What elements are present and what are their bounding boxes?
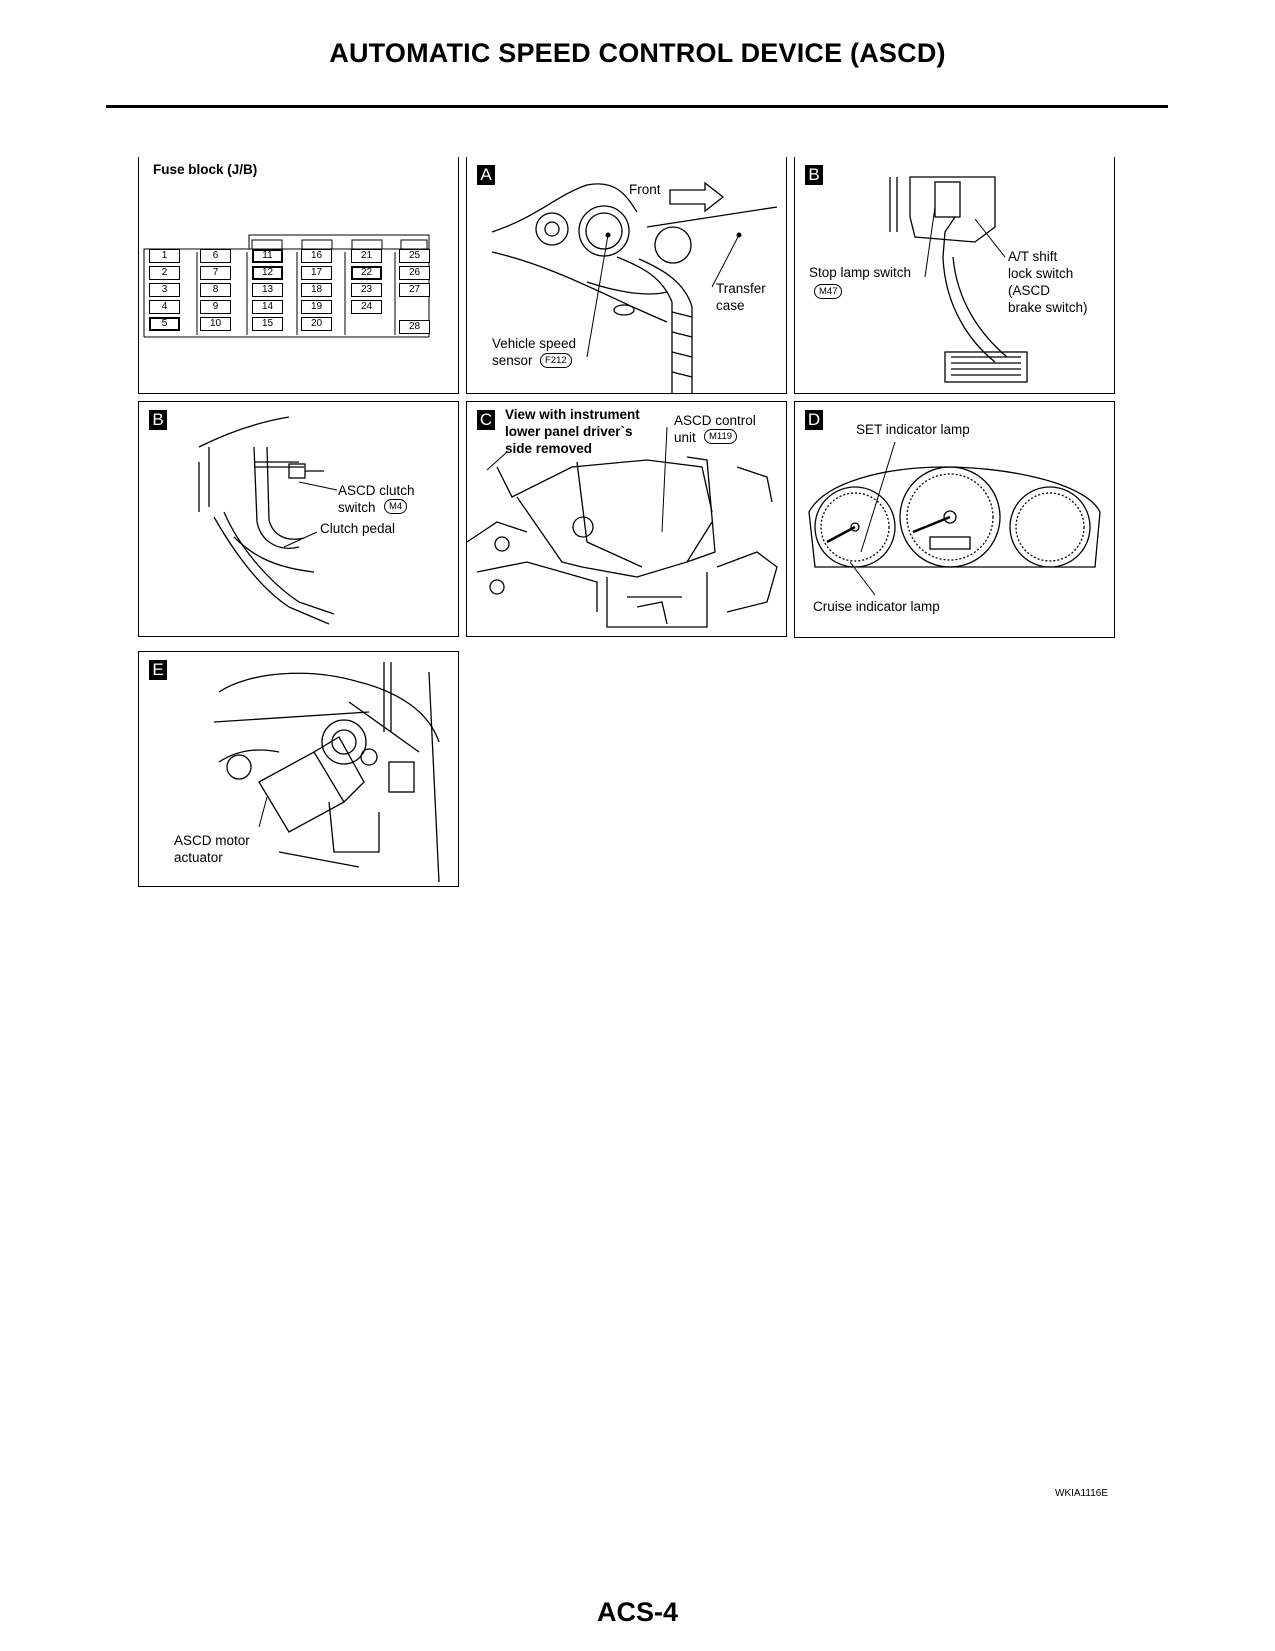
panel-b-letter: B <box>805 165 823 185</box>
set-indicator-lamp-label: SET indicator lamp <box>856 422 970 437</box>
fuse-block-title: Fuse block (J/B) <box>153 162 258 177</box>
panel-d <box>794 401 1115 638</box>
at-shift-lock-switch-label: A/T shift lock switch (ASCD brake switch) <box>1008 249 1088 315</box>
panel-b-clutch <box>138 401 459 637</box>
fuse-27: 27 <box>399 283 430 297</box>
clutch-switch-connector-tag: M4 <box>384 499 407 514</box>
ascd-motor-actuator-label: ASCD motor actuator <box>174 833 250 865</box>
ascd-control-unit-label: ASCD control unit <box>674 413 756 445</box>
fuse-8: 8 <box>200 283 231 297</box>
transfer-case-label: Transfer case <box>716 281 766 313</box>
fuse-20: 20 <box>301 317 332 331</box>
cruise-indicator-lamp-label: Cruise indicator lamp <box>813 599 940 614</box>
stop-lamp-connector-tag: M47 <box>814 284 842 299</box>
clutch-pedal-label: Clutch pedal <box>320 521 396 536</box>
panel-d-letter: D <box>805 410 823 430</box>
vehicle-speed-sensor-text: Vehicle speed sensor <box>492 336 577 368</box>
fuse-16: 16 <box>301 249 332 263</box>
panel-c <box>466 401 787 637</box>
fuse-28: 28 <box>399 320 430 334</box>
fuse-23: 23 <box>351 283 382 297</box>
panel-a <box>466 157 787 394</box>
panel-c-letter: C <box>477 410 495 430</box>
page-title: AUTOMATIC SPEED CONTROL DEVICE (ASCD) <box>329 38 946 68</box>
fuse-3: 3 <box>149 283 180 297</box>
fuse-22: 22 <box>351 266 382 280</box>
fuse-19: 19 <box>301 300 332 314</box>
front-label: Front <box>629 182 661 197</box>
panel-e-letter: E <box>149 660 167 680</box>
fuse-24: 24 <box>351 300 382 314</box>
fuse-5: 5 <box>149 317 180 331</box>
fuse-1: 1 <box>149 249 180 263</box>
figure-code: WKIA1116E <box>1055 1488 1108 1499</box>
fuse-2: 2 <box>149 266 180 280</box>
fuse-17: 17 <box>301 266 332 280</box>
panel-e <box>138 651 459 887</box>
fuse-21: 21 <box>351 249 382 263</box>
panel-a-letter: A <box>477 165 495 185</box>
view-note-label: View with instrument lower panel driver`s side removed <box>505 407 640 456</box>
page-number: ACS-4 <box>596 1597 678 1627</box>
fuse-18: 18 <box>301 283 332 297</box>
stop-lamp-switch-label: Stop lamp switch <box>809 265 912 280</box>
title-rule <box>106 105 1168 108</box>
fuse-6: 6 <box>200 249 231 263</box>
fuse-14: 14 <box>252 300 283 314</box>
fuse-7: 7 <box>200 266 231 280</box>
panel-b-brake <box>794 157 1115 394</box>
fuse-9: 9 <box>200 300 231 314</box>
fuse-13: 13 <box>252 283 283 297</box>
fuse-12: 12 <box>252 266 283 280</box>
ascd-clutch-switch-label: ASCD clutch switch <box>338 483 415 515</box>
fuse-15: 15 <box>252 317 283 331</box>
fuse-26: 26 <box>399 266 430 280</box>
clutch-pedal-drawing <box>139 402 459 637</box>
fuse-block-panel <box>138 157 459 394</box>
ascd-unit-connector-tag: M119 <box>704 429 737 444</box>
fuse-11: 11 <box>252 249 283 263</box>
vss-connector-tag: F212 <box>540 353 572 368</box>
panel-b-clutch-letter: B <box>149 410 167 430</box>
fuse-10: 10 <box>200 317 231 331</box>
fuse-4: 4 <box>149 300 180 314</box>
fuse-25: 25 <box>399 249 430 263</box>
